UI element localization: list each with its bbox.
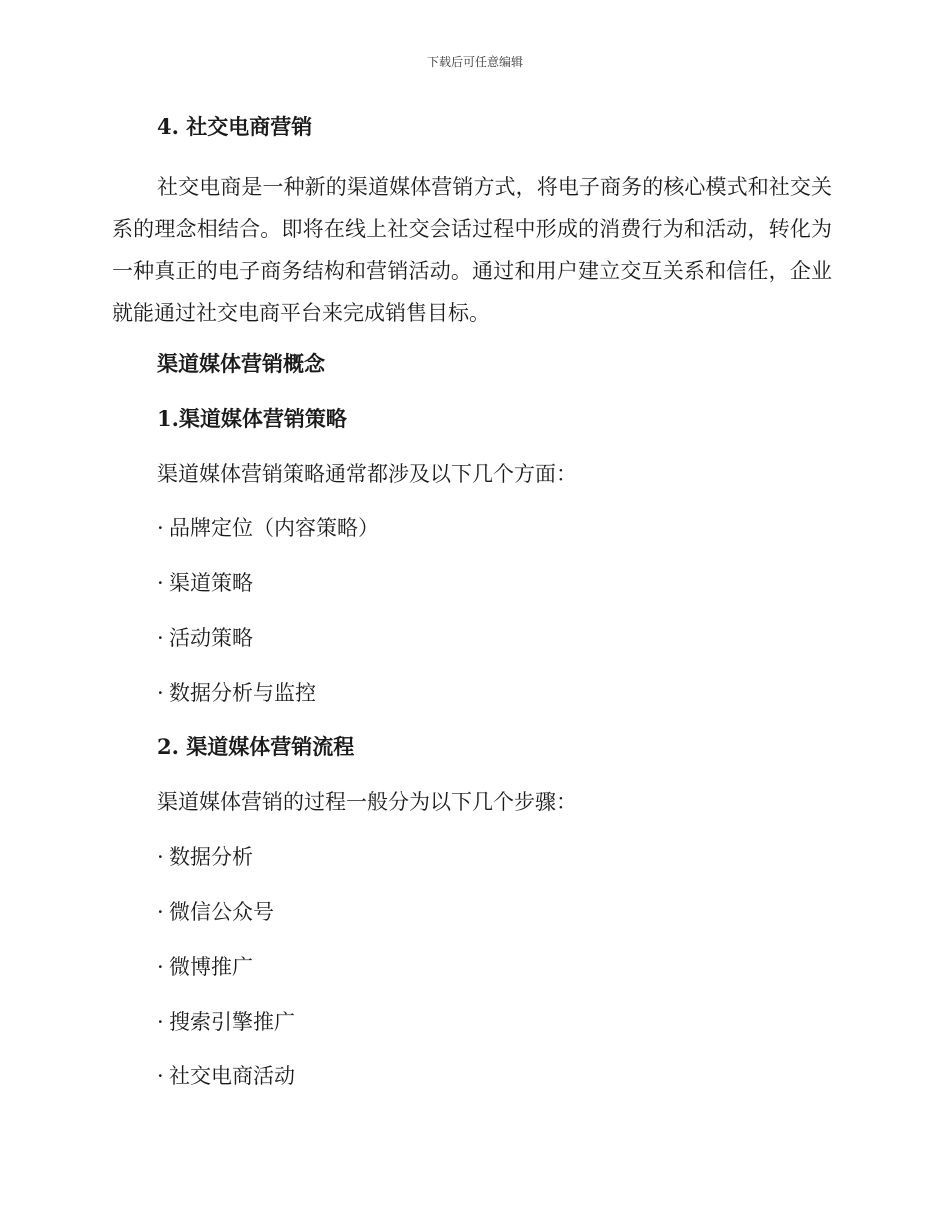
strategy-heading: 1.渠道媒体营销策略 bbox=[157, 406, 347, 431]
list-item-text: 微博推广 bbox=[169, 955, 253, 979]
list-item bbox=[157, 622, 253, 654]
list-item-text: 微信公众号 bbox=[169, 900, 274, 924]
list-item-text: 社交电商活动 bbox=[169, 1064, 295, 1088]
list-item-text: 渠道策略 bbox=[169, 571, 253, 595]
list-item-text: 数据分析 bbox=[169, 845, 253, 869]
list-item-text: 活动策略 bbox=[169, 626, 253, 650]
list-item bbox=[157, 896, 274, 928]
strategy-intro: 渠道媒体营销策略通常都涉及以下几个方面： bbox=[157, 462, 577, 486]
bullet-dot: · bbox=[157, 681, 164, 705]
list-item bbox=[157, 1060, 295, 1092]
list-item-text: 数据分析与监控 bbox=[169, 681, 316, 705]
list-item bbox=[157, 677, 316, 709]
header-note: 下载后可任意编辑 bbox=[426, 55, 523, 69]
process-intro: 渠道媒体营销的过程一般分为以下几个步骤： bbox=[157, 790, 577, 814]
bullet-dot: · bbox=[157, 516, 164, 540]
bullet-dot: · bbox=[157, 955, 164, 979]
bullet-dot: · bbox=[157, 571, 164, 595]
bullet-dot: · bbox=[157, 1010, 164, 1034]
bullet-dot: · bbox=[157, 845, 164, 869]
list-item bbox=[157, 951, 253, 983]
list-item-text: 搜索引擎推广 bbox=[169, 1010, 295, 1034]
bullet-dot: · bbox=[157, 1064, 164, 1088]
bullet-dot: · bbox=[157, 626, 164, 650]
concept-heading: 渠道媒体营销概念 bbox=[157, 351, 325, 376]
list-item bbox=[157, 512, 379, 544]
list-item bbox=[157, 1006, 295, 1038]
list-item-text: 品牌定位（内容策略） bbox=[169, 516, 379, 540]
section-4-paragraph: 社交电商是一种新的渠道媒体营销方式，将电子商务的核心模式和社交关系的理念相结合。即将在线上社交会话过程中形成的消费行为和活动，转化为一种真正的电子商务结构和营销活动。通过和用户建立交互关系和信任，企业就能通过社交电商平台来完成销售目标。 bbox=[112, 175, 832, 325]
bullet-dot: · bbox=[157, 900, 164, 924]
list-item bbox=[157, 841, 253, 873]
process-heading: 2. 渠道媒体营销流程 bbox=[157, 734, 355, 759]
list-item bbox=[157, 567, 253, 599]
section-4-heading: 4. 社交电商营销 bbox=[157, 114, 313, 139]
